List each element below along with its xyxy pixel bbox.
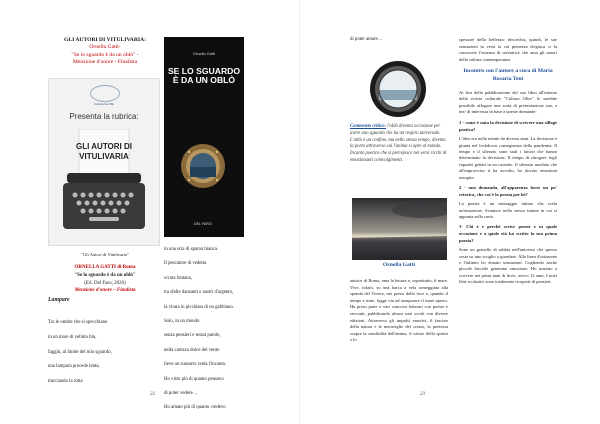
cover-author: Ornella Gatti [192,51,216,56]
poem-line: la virata in picchiata di un gabbiano. [164,304,234,310]
poem-line: tra sfelle danzanti e nastri d'argento, [164,290,234,296]
article-header [48,37,162,67]
header-line-4: Menzione d'onore - Finalista [72,59,138,66]
typewriter-image [61,129,147,239]
interview-column [459,37,557,286]
cover-publisher: DEL FARO [194,222,212,226]
porthole-photo [369,60,427,118]
poem-line: Ho amato più di quanto credevo [164,405,226,411]
svg-text:GLI AUTORI DI: GLI AUTORI DI [76,142,132,151]
answer-1: L'idea era nella mente da diverso anni. La decisione è giunta nel lockdown conseguenza della pandemia. Il tempo e il silenzio sono stati i fattori che hanno determinato la decisione. Il tempo di ritrogere fogli riquadri gettati in un cassetto. Il silenzio assoluto che all'improvviso ti ha avvolto, ho dovuto emozioni assopite. [459,136,557,180]
poem-column-2 [164,243,276,416]
cover-title: SE LO SGUARDO È DA UN OBLÒ [167,66,241,85]
poem-line: senza pensieri e senza parole, [164,333,221,339]
poem-line: Il pescatore di vedetta [164,261,207,267]
poem-line: faggiù, al limite del mio sguardo, [48,349,112,355]
poem-line: Tra le ombre che si specchiano [48,320,108,325]
interview-intro: Ai fini della pubblicazione del suo libro all'interno della rivista culturale "Cultura Oltre" le sarebbe possibile affogare una sorta di presentazione sua, a me/ di intervista in base a queste domande: [459,89,557,115]
critic-label: Commento critico: [350,124,387,129]
poem-line: una lampara procede lenta, [48,364,100,370]
author-bio: autrice di Roma, ama la lettura e, soprattutto, il mare. Vive, infatti, su una barca a vela ormeggiata alla sponda del Tevere, nei pressi della foce e, quando il tempo e mite, fugge via ad assaporare il mare aperto. Ha preso parte a vari concorsi letterari con poesie e racconti, pubblicando alcuni suoi scritti con diverse edizioni. Attraverso gli impulsi emotivi, il fascino della natura e le meraviglie del creato, la poetessa scopre la sensibilità dell'anima, il valore dello spirito e lo [350,278,448,343]
poem-title: Lampare [48,297,70,303]
poster-presenta-text: Presenta la rubrica: [69,112,139,121]
interview-title: Incontro con l'autore a cura di Maria Rosaria Teni [463,68,553,82]
poem-line: di poter vedere… [164,391,198,397]
question-1: 1 - come è nata la decisione di scrivere una silloge poetica? [459,119,557,132]
answer-3: Sono un granello di sabbia nell'universo che spesso sosta su uno scoglio a guardare. Alla linea d'orizzonte e l'infinito ho donato sensazioni. Cogliendo anche piccole briciole generano emozione. Ho iniziato a scrivere nei primi anni di liceo, avevo 12 anni. I miei libri scolastici sono totalmente ricoperti di pensieri. [459,247,557,285]
header-line-2: Ornella Gatti- [89,44,121,51]
poem-line: in un mare di velluto blu, [48,334,97,340]
poem-column-1 [48,316,158,390]
answer-2: La poesia è un messaggio intimo che svela un'emozione. Svanisce nello stesso istante in cui si appunta sulla carta. [459,201,557,219]
poem-line: lieve un sussurro svela l'incanto. [164,362,227,368]
author-name: Ornella Gatti [382,262,416,268]
right-page [300,0,600,424]
rubrica-poster [48,78,160,246]
poem-line: Solo, in un mondo [164,319,200,325]
book-cover [164,37,244,237]
question-3: 3- Chi è e perché scrive poesie e in quale occasione e a quale età ha scritto la sua prima poesia? [459,224,557,243]
sunset-sea-photo [352,198,447,260]
porthole-image [180,143,226,189]
bio-continuation: spessore della bellezza: descritiva, quindi, le sue sensazioni in versi la cui pienezza elegiaca ci fa conoscere l'essenza di un'autrice che ama gli amori della cultura contemporanea. [459,37,557,62]
poem-line: tracciando la rotta [48,379,83,385]
svg-text:VITULIVARIA: VITULIVARIA [79,152,129,161]
caption-series: "Gli Autori di Vitulivaria" [81,252,129,257]
book-caption [48,252,162,295]
critic-comment [350,124,448,165]
poem-line: nella carezza dolce del vento [164,347,220,353]
poem-line: in una scia di spuma bianca. [164,247,219,252]
logo-text: Cultura Del Blu [93,102,115,106]
caption-book: "Se lo sguardo è da un oblò" [74,273,136,278]
question-2: 2 - una domanda, all'apparenza forse un po' retorica, che cos'è la poesia per lei? [459,184,557,197]
header-line-3: "Se lo sguardo è da un oblò" - [71,51,139,58]
header-line-1: GLI AUTORI DI VITULIVARIA: [64,37,146,43]
critic-text: l'oblò diventa occasione per avere uno sguardo che ha un respiro universale. L'oblò è un confine, ma nello stesso tempo, diventa la porta attraverso cui l'anima si apre al mondo. Incanto poetico che si percepisce nei versi ricchi di emozionanti coinvolgimenti. [350,124,447,163]
poem-line: scruta lontano, [164,275,193,281]
page-number-left: 22 [150,392,155,397]
caption-edition: (Ed. Del Faro, 2020) [84,280,126,286]
poem-continuation: di poter amare… [350,37,383,42]
caption-award: Menzione d'onore – Finalista [74,288,136,294]
caption-author: ORNELLA GATTI di Roma [74,265,136,271]
page-number-right: 23 [420,392,425,397]
cultura-logo-icon [90,85,120,102]
poem-line: Ho visto più di quanto pensavo [164,376,224,382]
